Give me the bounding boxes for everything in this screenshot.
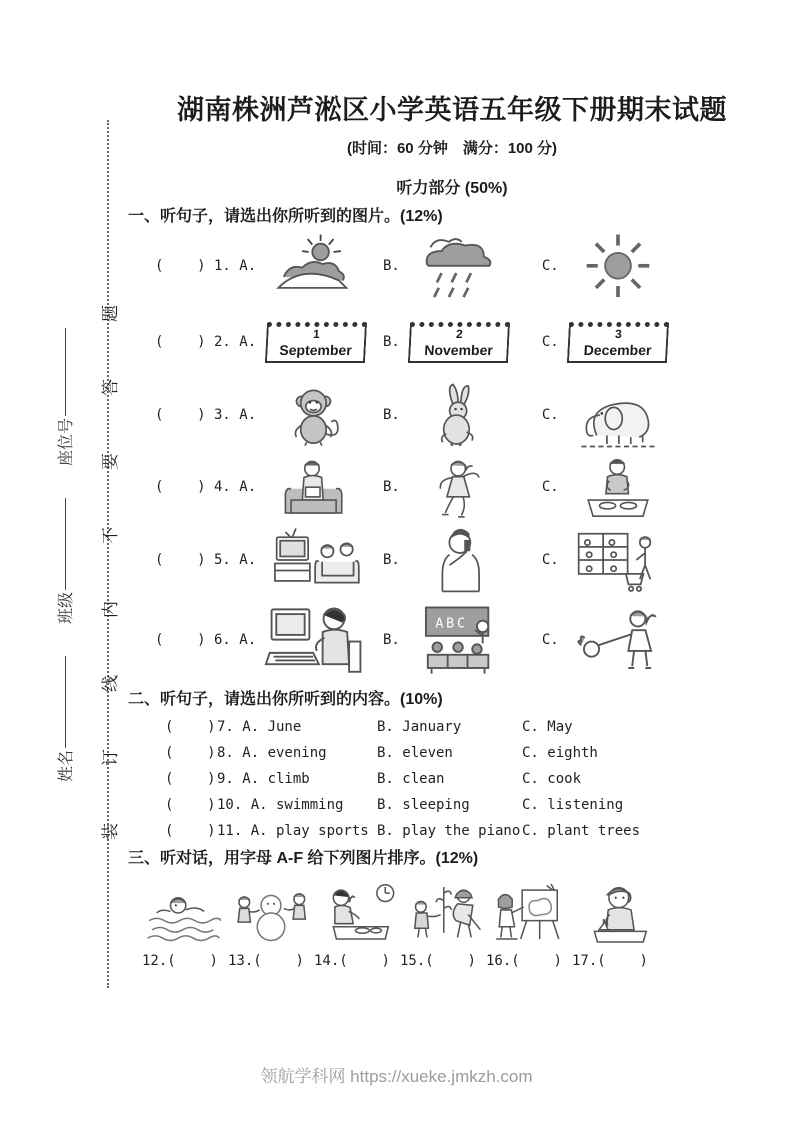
listening-part-title: 听力部分 (50%) (396, 180, 508, 197)
classroom_blackboard-image (404, 598, 514, 682)
section3-picture-strip (128, 874, 776, 969)
planting_tree-image (400, 874, 486, 950)
rainy-image (404, 226, 514, 306)
ordering-label (314, 953, 400, 969)
option-a: 8. A. evening (217, 745, 327, 761)
picture-question-row-5 (128, 522, 776, 598)
answer-blank[interactable]: ( ) (339, 953, 390, 969)
question-number: 3. A. (205, 407, 257, 423)
calendar-month: December (583, 341, 652, 358)
swimming-image (142, 874, 228, 950)
option-label: C. (541, 552, 559, 568)
supermarket_shopping-image (563, 522, 673, 598)
text-question-row-11 (165, 818, 776, 844)
option-label: B. (383, 552, 400, 568)
option-label: B. (383, 258, 400, 274)
exam-meta: (时间：60 分钟 满分：100 分) (346, 140, 558, 157)
option-c: C. May (522, 719, 573, 735)
seat-number-blank[interactable] (62, 328, 66, 416)
option-label: C. (541, 258, 559, 274)
question-prefix (155, 552, 261, 568)
calendar-day: 3 (614, 326, 622, 341)
seat-number-label: 座位号 (57, 418, 75, 467)
svg-text:ABC: ABC (435, 616, 468, 632)
option-a: 7. A. June (217, 719, 302, 735)
option-label: C. (541, 479, 559, 495)
man_reading_in_armchair-image (261, 452, 371, 522)
calendar-image (265, 322, 367, 363)
question-number: 2. A. (205, 334, 257, 350)
option-label: B. (383, 479, 400, 495)
item-number: 13. (228, 953, 254, 969)
option-c: C. plant trees (522, 823, 641, 839)
picture-question-row-4 (128, 452, 776, 522)
option-a: 10. A. swimming (217, 797, 344, 813)
question-number: 5. A. (205, 552, 257, 568)
sunny-image (563, 226, 673, 306)
question-number: 1. A. (205, 258, 257, 274)
option-a: 11. A. play sports (217, 823, 369, 839)
item-number: 17. (572, 953, 598, 969)
option-b: B. January (377, 719, 462, 735)
calendar-image (404, 306, 514, 378)
question-prefix (155, 258, 261, 274)
ordering-label (400, 953, 486, 969)
class-field (53, 486, 75, 636)
option-c: C. listening (522, 797, 624, 813)
ordering-item-15 (400, 874, 486, 969)
option-a: 9. A. climb (217, 771, 310, 787)
answer-blank[interactable]: ( ) (155, 407, 206, 423)
picture-question-row-6 (128, 598, 776, 682)
answer-blank[interactable]: ( ) (165, 823, 216, 839)
section1-questions (128, 226, 776, 682)
boy_computer-image (261, 598, 371, 682)
option-b: B. eleven (377, 745, 453, 761)
question-number: 6. A. (205, 632, 257, 648)
option-b: B. clean (377, 771, 445, 787)
boy_eating-image (563, 452, 673, 522)
text-question-row-7 (165, 714, 776, 740)
class-blank[interactable] (62, 498, 66, 590)
name-field (53, 644, 75, 794)
question-prefix (155, 334, 261, 350)
option-label: C. (541, 407, 559, 423)
answer-blank[interactable]: ( ) (167, 953, 218, 969)
calendar-month: November (423, 341, 494, 358)
rabbit-image (404, 378, 514, 452)
section2-questions (128, 714, 776, 844)
science_experiment-image (572, 874, 658, 950)
eating_breakfast_clock-image (314, 874, 400, 950)
text-question-row-8 (165, 740, 776, 766)
elephant-image (563, 378, 673, 452)
ordering-item-13 (228, 874, 314, 969)
item-number: 15. (400, 953, 426, 969)
painting_easel-image (486, 874, 572, 950)
answer-blank[interactable]: ( ) (425, 953, 476, 969)
name-label: 姓名 (57, 750, 75, 783)
question-prefix (155, 479, 261, 495)
answer-blank[interactable]: ( ) (155, 334, 206, 350)
answer-blank[interactable]: ( ) (165, 745, 216, 761)
picture-question-row-1 (128, 226, 776, 306)
ordering-label (142, 953, 228, 969)
section3-heading: 三、听对话，用字母 A-F 给下列图片排序。(12%) (128, 850, 479, 867)
answer-blank[interactable]: ( ) (511, 953, 562, 969)
ordering-item-14 (314, 874, 400, 969)
ordering-item-12 (142, 874, 228, 969)
name-blank[interactable] (62, 656, 66, 748)
phone_call-image (404, 522, 514, 598)
option-label: B. (383, 632, 400, 648)
calendar-day: 2 (455, 326, 464, 341)
option-c: C. cook (522, 771, 582, 787)
watermark: 领航学科网 https://xueke.jmkzh.com (260, 1067, 533, 1086)
option-b: B. play the piano (377, 823, 521, 839)
answer-blank[interactable]: ( ) (155, 632, 206, 648)
watching_tv-image (261, 522, 371, 598)
option-label: C. (541, 632, 559, 648)
answer-blank[interactable]: ( ) (165, 719, 216, 735)
picture-question-row-3 (128, 378, 776, 452)
partly_cloudy-image (261, 226, 371, 306)
option-label: B. (383, 334, 400, 350)
ordering-label (572, 953, 658, 969)
monkey-image (261, 378, 371, 452)
section2-heading: 二、听句子，请选出你所听到的内容。(10%) (128, 691, 443, 708)
calendar-image (408, 322, 510, 363)
page-title: 湖南株洲芦淞区小学英语五年级下册期末试题 (177, 95, 727, 125)
calendar-image (567, 322, 669, 363)
calendar-image (563, 306, 673, 378)
answer-blank[interactable]: ( ) (597, 953, 648, 969)
answer-blank[interactable]: ( ) (155, 479, 206, 495)
calendar-image (261, 306, 371, 378)
answer-blank[interactable]: ( ) (165, 771, 216, 787)
binding-line-text: 装订线内不要答题 (100, 248, 120, 840)
answer-blank[interactable]: ( ) (253, 953, 304, 969)
ordering-label (228, 953, 314, 969)
text-question-row-10 (165, 792, 776, 818)
seat-number-field (53, 317, 75, 477)
option-b: B. sleeping (377, 797, 470, 813)
question-number: 4. A. (205, 479, 257, 495)
item-number: 16. (486, 953, 512, 969)
calendar-month: September (279, 341, 353, 358)
answer-blank[interactable]: ( ) (155, 552, 206, 568)
ordering-item-17 (572, 874, 658, 969)
girl_dancing-image (404, 452, 514, 522)
item-number: 12. (142, 953, 168, 969)
option-c: C. eighth (522, 745, 598, 761)
picture-question-row-2 (128, 306, 776, 378)
question-prefix (155, 407, 261, 423)
option-label: C. (541, 334, 559, 350)
option-label: B. (383, 407, 400, 423)
calendar-day: 1 (312, 326, 321, 341)
question-prefix (155, 632, 261, 648)
class-label: 班级 (57, 592, 75, 625)
making_snowman-image (228, 874, 314, 950)
item-number: 14. (314, 953, 340, 969)
section1-heading: 一、听句子，请选出你所听到的图片。(12%) (128, 208, 443, 225)
answer-blank[interactable]: ( ) (155, 258, 206, 274)
text-question-row-9 (165, 766, 776, 792)
answer-blank[interactable]: ( ) (165, 797, 216, 813)
catching_butterfly-image (563, 598, 673, 682)
ordering-label (486, 953, 572, 969)
ordering-item-16 (486, 874, 572, 969)
